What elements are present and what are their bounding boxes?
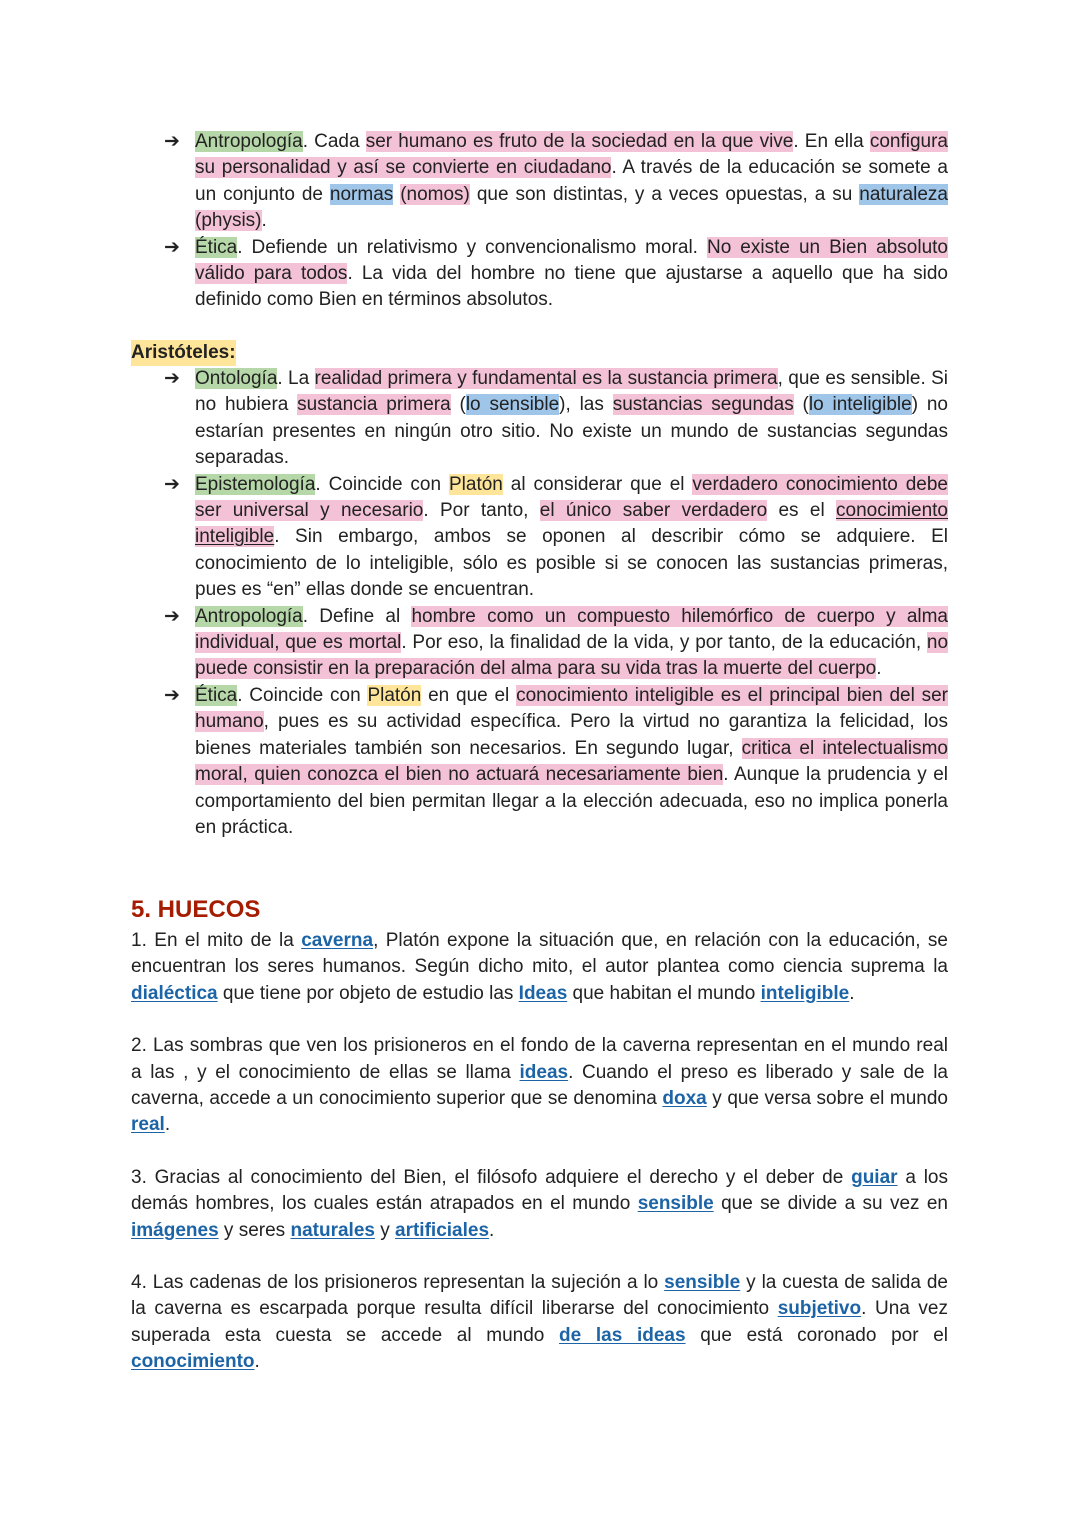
answer-blank: imágenes bbox=[131, 1219, 219, 1241]
huecos-section bbox=[131, 895, 948, 1376]
topic-label: Epistemología bbox=[195, 473, 316, 495]
arrow-icon: ➔ bbox=[164, 684, 180, 706]
answer-blank: caverna bbox=[301, 930, 374, 951]
answer-blank: sensible bbox=[664, 1272, 741, 1294]
topic-label: Ontología bbox=[195, 368, 278, 389]
arrow-icon: ➔ bbox=[164, 605, 180, 627]
answer-blank: de las ideas bbox=[559, 1324, 686, 1346]
answer-blank: ideas bbox=[519, 1061, 569, 1083]
topic-label: Antropología bbox=[195, 131, 303, 152]
question-4: 4. Las cadenas de los prisioneros representan la sujeción a lo sensible y la cuesta de salida de la caverna es escarpada porque resulta difícil liberarse del conocimiento subjetivo. Una vez superada esta cuesta se accede al mundo de las ideas que está coronado por el conocimiento. bbox=[131, 1272, 948, 1373]
question-1: 1. En el mito de la caverna, Platón expone la situación que, en relación con la educación, se encuentran los seres humanos. Según dicho mito, el autor plantea como ciencia suprema la dialéctica que tiene por objeto de estudio las Ideas que habitan el mundo inteligible. bbox=[131, 930, 948, 1004]
arrow-icon: ➔ bbox=[164, 473, 180, 495]
arrow-icon: ➔ bbox=[164, 131, 180, 152]
answer-blank: inteligible bbox=[760, 982, 850, 1004]
topic-label: Ética bbox=[195, 236, 238, 258]
answer-blank: real bbox=[131, 1114, 165, 1136]
answer-blank: conocimiento bbox=[131, 1351, 255, 1373]
answer-blank: dialéctica bbox=[131, 982, 218, 1004]
bullet-epistemologia: ➔ Epistemología. Coincide con Platón al considerar que el verdadero conocimiento debe ser universal y necesario. Por tanto, el único saber verdadero es el conocimiento inteligible. Sin embargo, ambos se oponen al describir cómo se adquiere. El conocimiento de lo inteligible, sólo es posible si se conocen las sustancias primeras, pues es “en” ellas donde se encuentran. bbox=[164, 473, 948, 601]
section-title: 5. HUECOS bbox=[131, 896, 261, 923]
topic-label: Ética bbox=[195, 684, 238, 706]
question-3: 3. Gracias al conocimiento del Bien, el filósofo adquiere el derecho y el deber de guiar a los demás hombres, los cuales están atrapados en el mundo sensible que se divide a su vez en imágenes y seres naturales y artificiales. bbox=[131, 1166, 948, 1241]
answer-blank: subjetivo bbox=[777, 1298, 862, 1320]
arrow-icon: ➔ bbox=[164, 368, 180, 389]
answer-blank: naturales bbox=[290, 1219, 375, 1241]
bullet-etica-aristoteles: ➔ Ética. Coincide con Platón en que el conocimiento inteligible es el principal bien del ser humano, pues es su actividad específica. Pero la virtud no garantiza la felicidad, los bienes materiales también son necesarios. En segundo lugar, critica el intelectualismo moral, quien conozca el bien no actuará necesariamente bien. Aunque la prudencia y el comportamiento del bien permitan llegar a la elección adecuada, eso no implica ponerla en práctica. bbox=[164, 684, 949, 838]
answer-blank: artificiales bbox=[395, 1219, 490, 1241]
bullet-etica: ➔ Ética. Defiende un relativismo y convencionalismo moral. No existe un Bien absoluto válido para todos. La vida del hombre no tiene que ajustarse a aquello que ha sido definido como Bien en términos absolutos. bbox=[164, 236, 948, 311]
answer-blank: sensible bbox=[637, 1193, 714, 1215]
previous-author-section bbox=[131, 129, 948, 314]
bullet-antropologia: ➔ Antropología. Cada ser humano es fruto de la sociedad en la que vive. En ella configura su personalidad y así se convierte en ciudadano. A través de la educación se somete a un conjunto de normas (nomos) que son distintas, y a veces opuestas, a su naturaleza (physis). bbox=[164, 131, 948, 232]
aristoteles-heading: Aristóteles: bbox=[131, 340, 236, 366]
answer-blank: Ideas bbox=[518, 982, 568, 1004]
aristoteles-section bbox=[131, 340, 948, 841]
arrow-icon: ➔ bbox=[164, 236, 180, 258]
answer-blank: guiar bbox=[851, 1166, 898, 1188]
bullet-antropologia-aristoteles: ➔ Antropología. Define al hombre como un compuesto hilemórfico de cuerpo y alma individual, que es mortal. Por eso, la finalidad de la vida, y por tanto, de la educación, no puede consistir en la preparación del alma para su vida tras la muerte del cuerpo. bbox=[164, 605, 949, 680]
answer-blank: doxa bbox=[662, 1088, 707, 1110]
question-2: 2. Las sombras que ven los prisioneros en el fondo de la caverna representan en el mundo real a las , y el conocimiento de ellas se llama ideas. Cuando el preso es liberado y sale de la caverna, accede a un conocimiento superior que se denomina doxa y que versa sobre el mundo real. bbox=[131, 1035, 948, 1136]
topic-label: Antropología bbox=[195, 605, 303, 627]
bullet-ontologia: ➔ Ontología. La realidad primera y fundamental es la sustancia primera, que es sensible. Si no hubiera sustancia primera (lo sensible), las sustancias segundas (lo inteligible) no estarían presentes en ningún otro sitio. No existe un mundo de sustancias segundas separadas. bbox=[164, 368, 948, 469]
